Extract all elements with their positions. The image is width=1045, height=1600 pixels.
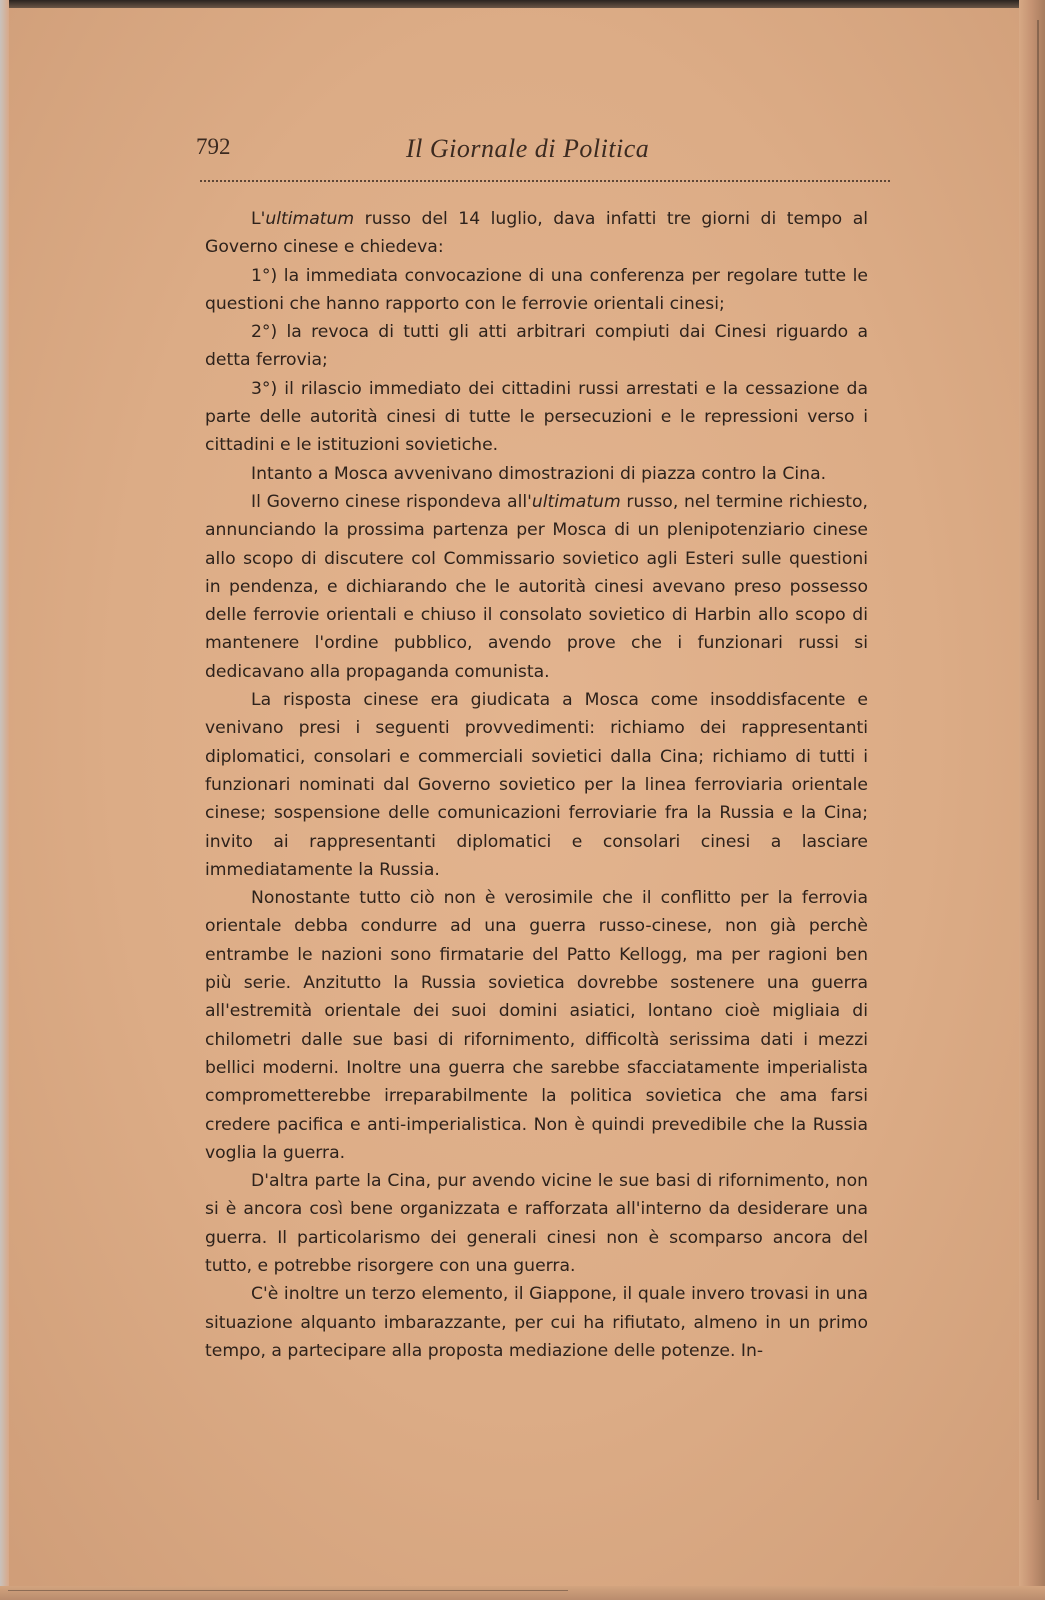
text-run: Nonostante tutto ciò non è verosimile che il conflitto per la ferrovia orientale debba condurre ad una guerra russo-cinese, non già perchè entrambe le nazioni sono firmatarie del Patto Kellogg, ma per ragioni ben più serie. Anzitutto la Russia sovietica dovrebbe sostenere una guerra all'estremità orientale dei suoi domini asiatici, lontano cioè migliaia di chilometri dalle sue basi di rifornimento, difficoltà serissima dati i mezzi bellici moderni. Inoltre una guerra che sarebbe sfacciatamente imperialista comprometterebbe irreparabilmente la politica sovietica che ama farsi credere pacifica e anti-imperialistica. Non è quindi prevedibile che la Russia voglia la guerra. [205,888,868,1163]
text-run: Il Governo cinese rispondeva all' [251,491,532,512]
paragraph [205,262,868,319]
text-run: 1°) la immediata convocazione di una conferenza per regolare tutte le questioni che hanno rapporto con le ferrovie orientali cinesi; [205,265,868,314]
italic-term: ultimatum [531,491,621,512]
paragraph [205,488,868,686]
page-header [196,130,886,174]
book-spine-edge [1019,0,1045,1600]
text-run: Intanto a Mosca avvenivano dimostrazioni di piazza contro la Cina. [251,463,827,484]
spine-shadow-line [1037,20,1039,1500]
paragraph [205,1167,868,1280]
article-body [205,205,868,1365]
paragraph [205,205,868,262]
text-run: La risposta cinese era giudicata a Mosca come insoddisfacente e venivano presi i seguenti provvedimenti: richiamo dei rappresentanti diplomatici, consolari e commerciali sovietici dalla Cina; richiamo di tutti i funzionari nominati dal Governo sovietico per la linea ferroviaria orientale cinese; sospensione delle comunicazioni ferroviarie fra la Russia e la Cina; invito ai rappresentanti diplomatici e consolari cinesi a lasciare immediatamente la Russia. [205,690,868,880]
paragraph [205,1280,868,1365]
running-title: Il Giornale di Politica [406,134,650,163]
page-top-edge [0,0,1045,8]
text-run: 3°) il rilascio immediato dei cittadini russi arrestati e la cessazione da parte delle autorità cinesi di tutte le persecuzioni e le repressioni verso i cittadini e le istituzioni sovietiche. [205,378,868,456]
paragraph [205,460,868,488]
page-number: 792 [196,134,231,159]
text-run: russo del 14 luglio, dava infatti tre giorni di tempo al Governo cinese e chiedeva: [205,209,868,258]
text-run: russo, nel termine richiesto, annunciando la prossima partenza per Mosca di un plenipotenziario cinese allo scopo di discutere col Commissario sovietico agli Esteri sulle questioni in pendenza, e dichiarando che le autorità cinesi avevano preso possesso delle ferrovie orientali e chiuso il consolato sovietico di Harbin allo scopo di mantenere l'ordine pubblico, avendo prove che i funzionari russi si dedicavano alla propaganda comunista. [205,491,868,682]
text-run: D'altra parte la Cina, pur avendo vicine le sue basi di rifornimento, non si è ancora così bene organizzata e rafforzata all'interno da desiderare una guerra. Il particolarismo dei generali cinesi non è scomparso ancora del tutto, e potrebbe risorgere con una guerra. [205,1171,868,1276]
paragraph [205,884,868,1167]
paragraph [205,318,868,375]
italic-term: ultimatum [265,209,355,229]
header-dotted-rule [200,180,890,182]
paragraph [205,375,868,460]
text-run: 2°) la revoca di tutti gli atti arbitrari compiuti dai Cinesi riguardo a detta ferrovia; [205,322,868,371]
text-run: L' [251,209,266,229]
text-run: C'è inoltre un terzo elemento, il Giappone, il quale invero trovasi in una situazione alquanto imbarazzante, per cui ha rifiutato, almeno in un primo tempo, a partecipare alla proposta mediazione delle potenze. In- [205,1284,868,1361]
bottom-edge-line [8,1590,568,1591]
page-left-edge [0,0,9,1600]
page-bottom-edge [0,1586,1045,1600]
paragraph [205,686,868,884]
